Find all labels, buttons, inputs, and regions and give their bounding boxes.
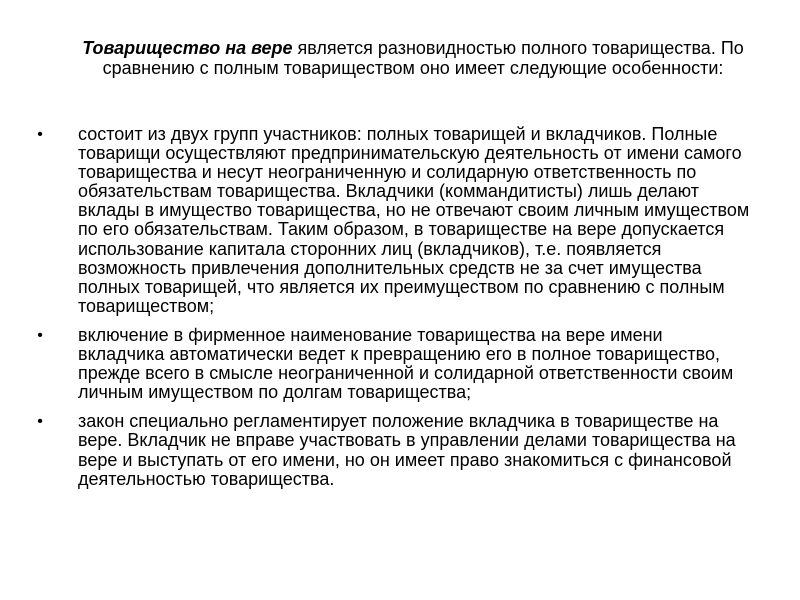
intro-paragraph — [70, 38, 756, 78]
bullet-list — [32, 125, 752, 499]
bullet-text: включение в фирменное наименование товарищества на вере имени вкладчика автоматически ведет к превращению его в полное товарищество, прежде всего в смысле неограниченной и солидарной ответственности своим личным имуществом по долгам товарищества; — [78, 324, 734, 403]
bullet-item-members — [32, 125, 752, 316]
bullet-icon: • — [37, 326, 43, 344]
bullet-item-regulation — [32, 412, 752, 488]
bullet-icon: • — [37, 413, 43, 431]
intro-term: Товарищество на вере — [82, 38, 293, 58]
bullet-icon: • — [37, 126, 43, 143]
bullet-item-firm-name — [32, 326, 752, 402]
bullet-text: закон специально регламентирует положение вкладчика в товариществе на вере. Вкладчик не вправе участвовать в управлении делами товарищества на вере и выступать от его имени, но он имеет право знакомиться с финансовой деятельностью товарищества. — [78, 411, 736, 489]
bullet-text: состоит из двух групп участников: полных товарищей и вкладчиков. Полные товарищи осуществляют предпринимательскую деятельность от имени самого товарищества и несут неограниченную и солидарную ответственность по обязательствам товарищества. Вкладчики (коммандитисты) лишь делают вклады в имущество товарищества, но не отвечают своим личным имуществом по его обязательствам. Таким образом, в товариществе на вере допускается использование капитала сторонних лиц (вкладчиков), т.е. появляется возможность привлечения дополнительных средств не за счет имущества полных товарищей, что является их преимуществом по сравнению с полным товариществом; — [78, 124, 750, 316]
intro-text: является разновидностью полного товарищества. По сравнению с полным товариществом оно имеет следующие особенности: — [102, 38, 744, 78]
